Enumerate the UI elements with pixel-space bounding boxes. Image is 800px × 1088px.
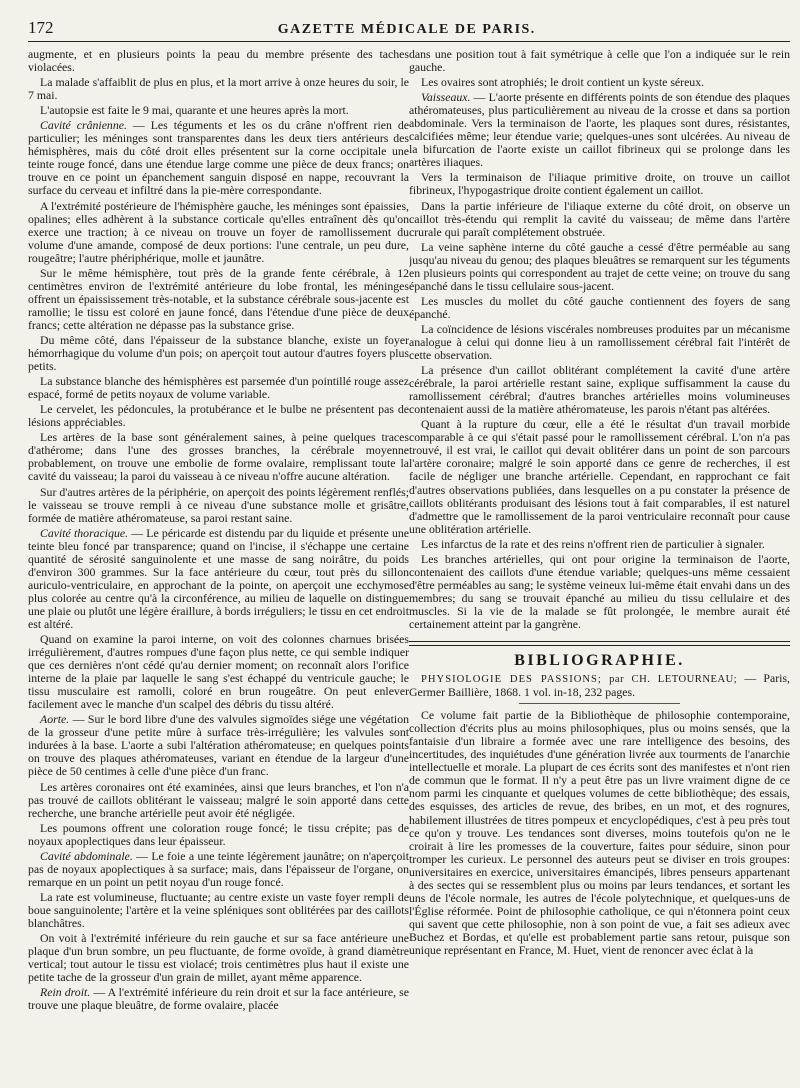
paragraph [28, 375, 409, 401]
paragraph [28, 104, 409, 117]
page-header [28, 18, 790, 42]
paragraph-text: Sur d'autres artères de la périphérie, on aperçoit des points légèrement renflés; le vaisseau se trouve rempli à ce niveau d'une substance molle et grisâtre, formée de matière athéromateuse, sa paroi restant saine. [28, 484, 409, 525]
paragraph [409, 418, 790, 535]
paragraph-text: — Les téguments et les os du crâne n'offrent rien de particulier; les méninges sont transparentes dans les deux tiers antérieurs des hémisphères, mais du côté droit elles présentent sur la corne occipitale une teinte rouge foncé, dans une étendue large comme une pièce de deux francs; on trouve en ce point un épanchement sanguin disposé en nappe, recouvrant la surface du cerveau et infiltré dans la pie-mère correspondante. [28, 118, 409, 198]
paragraph-text: augmente, et en plusieurs points la peau du membre présente des taches violacées. [28, 48, 409, 75]
paragraph-text: On voit à l'extrémité inférieure du rein gauche et sur sa face antérieure une plaque d'un brun sombre, un peu fluctuante, de forme ovoïde, à grand diamètre vertical; tout autour le tissu est violacé; trois centimètres plus haut il existe une petite tache de la grosseur d'un grain de millet, ayant même apparence. [28, 931, 409, 985]
paragraph-text: Les infarctus de la rate et des reins n'offrent rien de particulier à signaler. [421, 536, 765, 551]
section-paragraph [28, 850, 409, 889]
paragraph-text: Quand on examine la paroi interne, on voit des colonnes charnues brisées irrégulièrement, d'autres rompues d'une façon plus nette, ce qui semble indiquer que ces dernières n'ont cédé qu'au dernier moment; on reconnaît alors l'orifice interne de la plaie par laquelle le sang s'est échappé du ventricule gauche; le tissu musculaire est ramolli, coloré en brun rougeâtre. On peut enlever facilement avec le manche d'un scalpel des débris du tissu altéré. [28, 632, 409, 712]
paragraph [409, 200, 790, 239]
paragraph [409, 364, 790, 416]
paragraph [28, 633, 409, 711]
paragraph [28, 48, 409, 74]
short-rule [519, 703, 680, 704]
paragraph [28, 200, 409, 265]
paragraph-text: L'autopsie est faite le 9 mai, quarante et une heures après la mort. [40, 103, 349, 118]
paragraph [28, 403, 409, 429]
paragraph [28, 431, 409, 483]
book-title: PHYSIOLOGIE DES PASSIONS; [421, 674, 602, 686]
paragraph-text: La veine saphène interne du côté gauche a cessé d'être perméable au sang jusqu'au niveau du genou; des plaques bleuâtres se remarquent sur les téguments en plusieurs points qui correspondent au trajet de cette veine; on trouve du sang épanché dans le tissu cellulaire sous-jacent. [409, 239, 790, 293]
paragraph [28, 822, 409, 848]
paragraph-text: Sur le même hémisphère, tout près de la grande fente cérébrale, à 12 centimètres environ de l'extrémité antérieure du lobe frontal, les méninges offrent un épaississement très-notable, et la substance cérébrale sous-jacente est ramollie; le tissu est coloré en jaune foncé, dans l'étendue d'une pièce de deux francs; cette altération ne dépasse pas la substance grise. [28, 265, 409, 332]
paragraph-text: La malade s'affaiblit de plus en plus, et la mort arrive à onze heures du soir, le 7 mai. [28, 75, 409, 103]
paragraph [409, 48, 790, 74]
paragraph-text: Les artères de la base sont généralement saines, à peine quelques traces d'athérome; dans l'une des grosses branches, la cérébrale moyenne probablement, on trouve une embolie de forme ovalaire, remplissant toute la cavité du vaisseau; la paroi du vaisseau à ce niveau n'offre aucune altération. [28, 430, 409, 484]
paragraph-text: — Le foie a une teinte légèrement jaunâtre; on n'aperçoit pas de noyaux apoplectiques à sa surface; mais, dans l'épaisseur de l'organe, on remarque en un point un petit noyau d'un rouge foncé. [28, 848, 409, 889]
paragraph-text: Le cervelet, les pédoncules, la protubérance et le bulbe ne présentent pas de lésions appréciables. [28, 402, 409, 430]
paragraph-text: La rate est volumineuse, fluctuante; au centre existe un vaste foyer rempli de boue sanguinolente; l'artère et la veine spléniques sont oblitérées par des caillots blanchâtres. [28, 889, 409, 930]
section-heading: Rein droit. [40, 985, 91, 1000]
paragraph [409, 538, 790, 551]
paragraph-text: Les muscles du mollet du côté gauche contiennent des foyers de sang épanché. [409, 293, 790, 321]
book-author: par CH. LETOURNEAU; [609, 674, 738, 686]
paragraph [28, 486, 409, 525]
page-number: 172 [28, 18, 54, 37]
paragraph-text: — Sur le bord libre d'une des valvules sigmoïdes siége une végétation de la grosseur d'une petite mûre à surface très-irrégulière; les valvules sont indurées à la base. L'aorte a subi l'altération athéromateuse; en quelques points on trouve des plaques athéromateuses, variant en étendue de la largeur d'une pièce de 50 centimes à celle d'une pièce d'un franc. [28, 712, 409, 779]
paragraph [409, 241, 790, 293]
text-columns [28, 48, 790, 1088]
book-reference [409, 672, 790, 699]
paragraph-text: A l'extrémité postérieure de l'hémisphère gauche, les méninges sont épaissies, opalines; elles adhèrent à la substance corticale qu'elles entraînent dès qu'on exerce une traction; à ce niveau on trouve un foyer de ramollissement du volume d'une amande, composé de deux portions: l'une centrale, un peu dure, rougeâtre; l'autre phériphérique, molle et jaunâtre. [28, 198, 409, 265]
section-paragraph [28, 527, 409, 631]
section-heading: Vaisseaux. [421, 90, 471, 105]
paragraph [28, 891, 409, 930]
book-publisher: — Paris, Germer Baillière, 1868. 1 vol. in-18, 232 pages. [409, 671, 790, 700]
paragraph-text: Du même côté, dans l'épaisseur de la substance blanche, existe un foyer hémorrhagique du volume d'un pois; on aperçoit tout autour d'autres foyers plus petits. [28, 332, 409, 374]
paragraph-text: Ce volume fait partie de la Bibliothèque de philosophie contemporaine, collection d'écrits plus au moins philosophiques, plus ou moins sensés, que la fantaisie d'un libraire a formée avec une rare intelligence des besoins, des incertitudes, des inquiétudes d'une génération livrée aux tourments de l'anarchie intellectuelle et morale. La plupart de ces écrits sont des manifestes et n'ont rien de commun que le format. Il n'y a peut être pas un livre vraiment digne de ce nom parmi les cinquante et quelques volumes de cette bibliothèque; des essais, des esquisses, des articles de revue, des bribes, en un mot, et des rognures, habilement illustrées de titres pompeux et encyclopédiques, c'est à peu près tout ce qu'on y trouve. Les tendances sont diverses, moins toutefois qu'on ne le croirait à lire les promesses de la couverture, faites pour séduire, sinon pour tromper les curieux. Le personnel des auteurs peut se diviser en trois groupes: universitaires en exercice, universitaires émancipés, libres penseurs appartenant à des sectes qui se ressemblent plus ou moins par leurs tendances, et sortant les uns de l'école normale, les autres de l'école polytechnique, et quelques-uns de l'Église réformée. Point de philosophie catholique, ce qui n'étonnera point ceux qui savent que cette philosophie, non à son point de vue, a fait ses adieux avec Buchez et Bordas, et qu'elle est probablement partie sans retour, puisque son unique représentant en France, M. Huet, vient de renoncer avec éclat à la [409, 708, 790, 957]
right-column [409, 48, 790, 1088]
paragraph-text: — Le péricarde est distendu par du liquide et présente une teinte bleu foncé par transparence; quand on l'incise, il s'échappe une certaine quantité de sérosité sanguinolente et une masse de sang noirâtre, du poids d'environ 300 grammes. Sur la face antérieure du cœur, tout près du sillon auriculo-ventriculaire, en approchant de la pointe, on aperçoit une ecchymose plus colorée au centre qu'à la circonférence, au milieu de laquelle on distingue une plaie ou plutôt une légère éraillure, à bords irréguliers; le tissu en cet endroit est altéré. [28, 525, 409, 631]
section-heading: Cavité crânienne. [40, 118, 127, 133]
paragraph-text: Les poumons offrent une coloration rouge foncé; le tissu crépite; pas de noyaux apoplectiques dans leur épaisseur. [28, 820, 409, 848]
section-divider [409, 641, 790, 646]
paragraph-text: dans une position tout à fait symétrique à celle que l'on a indiquée sur le rein gauche. [409, 48, 790, 75]
paragraph [409, 171, 790, 197]
section-heading: Cavité abdominale. [40, 848, 133, 863]
paragraph [28, 781, 409, 820]
paragraph-text: La substance blanche des hémisphères est parsemée d'un pointillé rouge assez espacé, formé de petits noyaux de volume variable. [28, 374, 409, 402]
paragraph [28, 76, 409, 102]
paragraph-text: Quant à la rupture du cœur, elle a été le résultat d'un travail morbide comparable à ce qui s'était passé pour le ramollissement cérébral. L'on n'a pas trouvé, il est vrai, le caillot qui devait oblitérer dans un point de son parcours l'artère coronaire; malgré le soin apporté dans ce genre de recherches, il est facile de négliger une branche artérielle. Cependant, en rapprochant ce fait d'autres observations publiées, dans lesquelles on a pu constater la présence de caillots oblitérants produisant des lésions tout à fait comparables, il est naturel d'admettre que le ramollissement de la paroi ventriculaire reconnaît pour cause une oblitération artérielle. [409, 417, 790, 536]
paragraph [28, 267, 409, 332]
paragraph-text: Les ovaires sont atrophiés; le droit contient un kyste séreux. [421, 75, 705, 90]
paragraph [409, 553, 790, 631]
running-title: GAZETTE MÉDICALE DE PARIS. [277, 22, 536, 37]
paragraph [409, 323, 790, 362]
section-heading: Aorte. [40, 712, 70, 727]
paragraph [409, 709, 790, 957]
paragraph-text: — L'aorte présente en différents points de son étendue des plaques athéromateuses, plus particulièrement au niveau de la crosse et dans sa portion abdominale. Vers la terminaison de l'aorte, les plaques sont dures, résistantes, calcifiées même; leur étendue varie; quelques-unes sont ulcérées. Au niveau de la bifurcation de l'aorte existe un caillot fibrineux qui se prolonge dans les artères iliaques. [409, 90, 790, 170]
paragraph [28, 334, 409, 373]
paragraph [409, 295, 790, 321]
section-paragraph [409, 91, 790, 169]
paragraph-text: — A l'extrémité inférieure du rein droit et sur la face antérieure, se trouve une plaque bleuâtre, de forme ovalaire, placée [28, 985, 409, 1013]
paragraph-text: La présence d'un caillot oblitérant complétement la cavité d'une artère cérébrale, la paroi artérielle restant saine, explique suffisamment la cause du ramollissement cérébral; d'autres branches artérielles moins volumineuses contenaient aussi de la matière athéromateuse, les parois n'étant pas altérées. [409, 363, 790, 417]
section-heading: Cavité thoracique. [40, 525, 129, 540]
paragraph-text: La coïncidence de lésions viscérales nombreuses produites par un mécanisme analogue à celui qui donne lieu à un ramollissement cérébral fait l'intérêt de cette observation. [409, 321, 790, 363]
section-paragraph [28, 713, 409, 778]
paragraph [28, 932, 409, 984]
paragraph [409, 76, 790, 89]
paragraph-text: Les artères coronaires ont été examinées, ainsi que leurs branches, et l'on n'a pas trouvé de caillots oblitérant le vaisseau; malgré le soin apporté dans cette recherche, une branche artérielle peut avoir été négligée. [28, 779, 409, 820]
right-column-article [409, 48, 790, 631]
review-body [409, 709, 790, 957]
bibliography-heading: BIBLIOGRAPHIE. [514, 652, 685, 670]
paragraph-text: Dans la partie inférieure de l'iliaque externe du côté droit, on observe un caillot très-étendu qui remplit la cavité du vaisseau; de même dans l'artère crurale qui paraît complétement obstruée. [409, 198, 790, 239]
section-paragraph [28, 986, 409, 1012]
paragraph-text: Vers la terminaison de l'iliaque primitive droite, on trouve un caillot fibrineux, l'hypogastrique droite contient également un caillot. [409, 170, 790, 198]
section-paragraph [28, 119, 409, 197]
paragraph-text: Les branches artérielles, qui ont pour origine la terminaison de l'aorte, contenaient des caillots d'une étendue variable; quelques-uns même cessaient d'être perméables au sang; le système veineux lui-même était envahi dans un des membres; du sang se trouvait épanché au milieu du tissu cellulaire et des muscles. Si la vie de la malade se fût prolongée, le membre aurait été certainement atteint par la gangrène. [409, 551, 790, 631]
left-column [28, 48, 409, 1088]
